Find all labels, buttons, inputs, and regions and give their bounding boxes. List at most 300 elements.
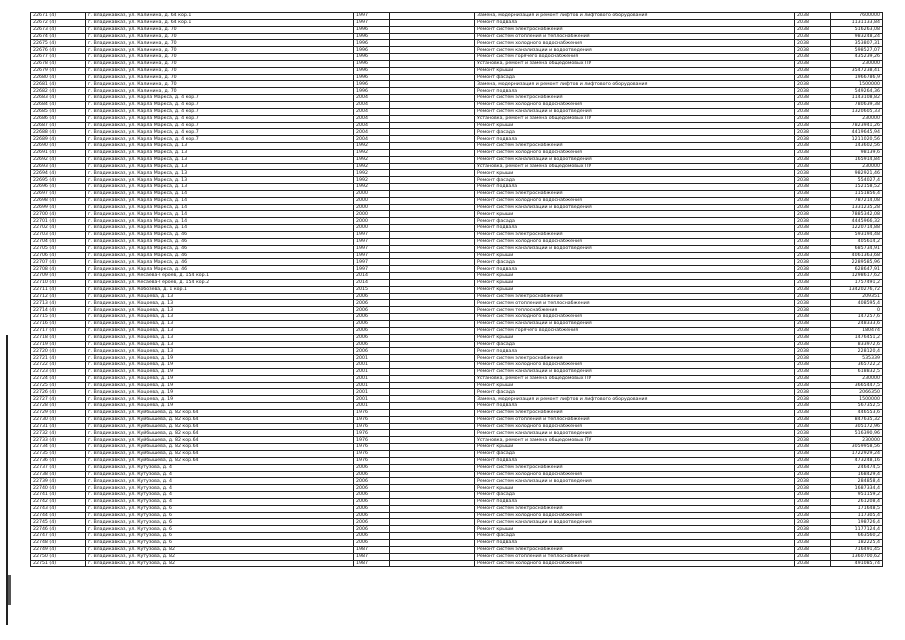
plan-year-cell: 2038 bbox=[795, 389, 831, 396]
empty-cell bbox=[390, 546, 475, 553]
row-number-cell: 22739 (4) bbox=[31, 478, 86, 485]
work-type-cell: Ремонт крыши bbox=[475, 170, 795, 177]
row-number-cell: 22724 (4) bbox=[31, 375, 86, 382]
build-year-cell: 2006 bbox=[354, 300, 390, 307]
work-type-cell: Ремонт систем канализации и водоотведения bbox=[475, 368, 795, 375]
address-cell: г. Владикавказ, ул. Кутузова, д. 6 bbox=[86, 533, 354, 540]
cost-cell: 261208,4 bbox=[831, 498, 883, 505]
build-year-cell: 2001 bbox=[354, 403, 390, 410]
cost-cell: 1220714,88 bbox=[831, 225, 883, 232]
build-year-cell: 2006 bbox=[354, 314, 390, 321]
row-number-cell: 22704 (4) bbox=[31, 238, 86, 245]
address-cell: г. Владикавказ, ул. Кутузова, д. 6 bbox=[86, 526, 354, 533]
work-type-cell: Ремонт систем холодного водоснабжения bbox=[475, 560, 795, 567]
table-row bbox=[31, 101, 883, 108]
table-row bbox=[31, 149, 883, 156]
cost-cell: 2289585,96 bbox=[831, 259, 883, 266]
build-year-cell: 2004 bbox=[354, 129, 390, 136]
build-year-cell: 1992 bbox=[354, 143, 390, 150]
table-row bbox=[31, 307, 883, 314]
address-cell: г. Владикавказ, ул. Коцоева, д. 19 bbox=[86, 375, 354, 382]
plan-year-cell: 2038 bbox=[795, 341, 831, 348]
build-year-cell: 2001 bbox=[354, 375, 390, 382]
address-cell: г. Владикавказ, ул. Коцоева, д. 13 bbox=[86, 334, 354, 341]
table-row bbox=[31, 266, 883, 273]
work-type-cell: Ремонт систем канализации и водоотведения bbox=[475, 320, 795, 327]
row-number-cell: 22733 (4) bbox=[31, 437, 86, 444]
cost-cell: 1687334,4 bbox=[831, 485, 883, 492]
row-number-cell: 22744 (4) bbox=[31, 512, 86, 519]
empty-cell bbox=[390, 136, 475, 143]
build-year-cell: 2006 bbox=[354, 348, 390, 355]
build-year-cell: 2006 bbox=[354, 334, 390, 341]
row-number-cell: 22710 (4) bbox=[31, 279, 86, 286]
row-number-cell: 22713 (4) bbox=[31, 300, 86, 307]
cost-cell: 143602,56 bbox=[831, 143, 883, 150]
empty-cell bbox=[390, 259, 475, 266]
table-row bbox=[31, 355, 883, 362]
cost-cell: 365722,2 bbox=[831, 362, 883, 369]
plan-year-cell: 2038 bbox=[795, 279, 831, 286]
address-cell: г. Владикавказ, ул. Кутузова, д. 4 bbox=[86, 498, 354, 505]
capital-repair-table bbox=[30, 12, 883, 567]
plan-year-cell: 2038 bbox=[795, 115, 831, 122]
plan-year-cell: 2038 bbox=[795, 471, 831, 478]
table-row bbox=[31, 204, 883, 211]
row-number-cell: 22749 (4) bbox=[31, 546, 86, 553]
work-type-cell: Ремонт систем электроснабжения bbox=[475, 546, 795, 553]
build-year-cell: 2004 bbox=[354, 115, 390, 122]
table-row bbox=[31, 252, 883, 259]
work-type-cell: Ремонт подвала bbox=[475, 498, 795, 505]
work-type-cell: Установка, ремонт и замена общедомовых ПУ bbox=[475, 163, 795, 170]
build-year-cell: 2006 bbox=[354, 519, 390, 526]
row-number-cell: 22743 (4) bbox=[31, 505, 86, 512]
address-cell: г. Владикавказ, ул. Кутузова, д. 4 bbox=[86, 492, 354, 499]
empty-cell bbox=[390, 163, 475, 170]
empty-cell bbox=[390, 498, 475, 505]
work-type-cell: Замена, модернизация и ремонт лифтов и лифтового оборудования bbox=[475, 81, 795, 88]
work-type-cell: Ремонт крыши bbox=[475, 286, 795, 293]
work-type-cell: Ремонт систем отопления и теплоснабжения bbox=[475, 33, 795, 40]
plan-year-cell: 2038 bbox=[795, 19, 831, 26]
empty-cell bbox=[390, 273, 475, 280]
plan-year-cell: 2038 bbox=[795, 204, 831, 211]
cost-cell: 246474,5 bbox=[831, 464, 883, 471]
row-number-cell: 22687 (4) bbox=[31, 122, 86, 129]
table-row bbox=[31, 279, 883, 286]
table-row bbox=[31, 362, 883, 369]
cost-cell: 1500000 bbox=[831, 81, 883, 88]
table-row bbox=[31, 67, 883, 74]
address-cell: г. Владикавказ, ул. Коцоева, д. 13 bbox=[86, 314, 354, 321]
cost-cell: 171648,5 bbox=[831, 505, 883, 512]
empty-cell bbox=[390, 314, 475, 321]
cost-cell: 7600000 bbox=[831, 13, 883, 20]
cost-cell: 787214,08 bbox=[831, 197, 883, 204]
cost-cell: 516263,08 bbox=[831, 26, 883, 33]
row-number-cell: 22692 (4) bbox=[31, 156, 86, 163]
row-number-cell: 22715 (4) bbox=[31, 314, 86, 321]
build-year-cell: 1997 bbox=[354, 232, 390, 239]
cost-cell: 491085,74 bbox=[831, 560, 883, 567]
address-cell: г. Владикавказ, ул. Коцоева, д. 19 bbox=[86, 396, 354, 403]
empty-cell bbox=[390, 307, 475, 314]
empty-cell bbox=[390, 341, 475, 348]
work-type-cell: Ремонт подвала bbox=[475, 403, 795, 410]
work-type-cell: Ремонт систем канализации и водоотведения bbox=[475, 204, 795, 211]
table-row bbox=[31, 334, 883, 341]
work-type-cell: Ремонт фасада bbox=[475, 341, 795, 348]
empty-cell bbox=[390, 204, 475, 211]
row-number-cell: 22677 (4) bbox=[31, 54, 86, 61]
plan-year-cell: 2038 bbox=[795, 54, 831, 61]
row-number-cell: 22705 (4) bbox=[31, 245, 86, 252]
address-cell: г. Владикавказ, ул. Кутузова, д. 6 bbox=[86, 512, 354, 519]
plan-year-cell: 2038 bbox=[795, 348, 831, 355]
work-type-cell: Ремонт систем теплоснабжения bbox=[475, 307, 795, 314]
table-row bbox=[31, 129, 883, 136]
plan-year-cell: 2038 bbox=[795, 197, 831, 204]
work-type-cell: Ремонт систем канализации и водоотведения bbox=[475, 245, 795, 252]
row-number-cell: 22684 (4) bbox=[31, 101, 86, 108]
plan-year-cell: 2038 bbox=[795, 457, 831, 464]
address-cell: г. Владикавказ, ул. Куйбышева, д. 82 кор.64 bbox=[86, 430, 354, 437]
empty-cell bbox=[390, 355, 475, 362]
plan-year-cell: 2038 bbox=[795, 225, 831, 232]
cost-cell: 230000 bbox=[831, 115, 883, 122]
work-type-cell: Ремонт систем холодного водоснабжения bbox=[475, 40, 795, 47]
empty-cell bbox=[390, 553, 475, 560]
cost-cell: 535339 bbox=[831, 355, 883, 362]
table-row bbox=[31, 54, 883, 61]
row-number-cell: 22709 (4) bbox=[31, 273, 86, 280]
plan-year-cell: 2038 bbox=[795, 67, 831, 74]
work-type-cell: Ремонт крыши bbox=[475, 122, 795, 129]
table-row bbox=[31, 300, 883, 307]
row-number-cell: 22728 (4) bbox=[31, 403, 86, 410]
cost-cell: 0 bbox=[831, 307, 883, 314]
plan-year-cell: 2038 bbox=[795, 478, 831, 485]
empty-cell bbox=[390, 40, 475, 47]
cost-cell: 180474 bbox=[831, 327, 883, 334]
address-cell: г. Владикавказ, ул. Кутузова, д. 4 bbox=[86, 485, 354, 492]
build-year-cell: 2006 bbox=[354, 498, 390, 505]
build-year-cell: 2006 bbox=[354, 307, 390, 314]
cost-cell: 593194,48 bbox=[831, 232, 883, 239]
table-body bbox=[31, 13, 883, 567]
cost-cell: 4061363,68 bbox=[831, 252, 883, 259]
table-row bbox=[31, 478, 883, 485]
empty-cell bbox=[390, 115, 475, 122]
row-number-cell: 22738 (4) bbox=[31, 471, 86, 478]
row-number-cell: 22695 (4) bbox=[31, 177, 86, 184]
plan-year-cell: 2038 bbox=[795, 211, 831, 218]
work-type-cell: Установка, ремонт и замена общедомовых ПУ bbox=[475, 375, 795, 382]
plan-year-cell: 2038 bbox=[795, 327, 831, 334]
empty-cell bbox=[390, 26, 475, 33]
work-type-cell: Ремонт подвала bbox=[475, 539, 795, 546]
row-number-cell: 22694 (4) bbox=[31, 170, 86, 177]
plan-year-cell: 2038 bbox=[795, 47, 831, 54]
row-number-cell: 22735 (4) bbox=[31, 451, 86, 458]
cost-cell: 549264,36 bbox=[831, 88, 883, 95]
build-year-cell: 1996 bbox=[354, 40, 390, 47]
address-cell: г. Владикавказ, ул. Куйбышева, д. 82 кор.64 bbox=[86, 437, 354, 444]
address-cell: г. Владикавказ, ул. Карла Маркса, д. 46 bbox=[86, 238, 354, 245]
build-year-cell: 2000 bbox=[354, 225, 390, 232]
table-row bbox=[31, 122, 883, 129]
address-cell: г. Владикавказ, ул. Коцоева, д. 19 bbox=[86, 355, 354, 362]
plan-year-cell: 2038 bbox=[795, 122, 831, 129]
row-number-cell: 22700 (4) bbox=[31, 211, 86, 218]
build-year-cell: 2014 bbox=[354, 279, 390, 286]
address-cell: г. Владикавказ, ул. Карла Маркса, д. 13 bbox=[86, 143, 354, 150]
work-type-cell: Ремонт подвала bbox=[475, 348, 795, 355]
cost-cell: 182225,4 bbox=[831, 539, 883, 546]
row-number-cell: 22686 (4) bbox=[31, 115, 86, 122]
cost-cell: 1757491,2 bbox=[831, 279, 883, 286]
address-cell: г. Владикавказ, ул. Калинина, д. 70 bbox=[86, 26, 354, 33]
address-cell: г. Владикавказ, ул. Куйбышева, д. 82 кор.64 bbox=[86, 416, 354, 423]
build-year-cell: 2006 bbox=[354, 526, 390, 533]
table-row bbox=[31, 225, 883, 232]
table-row bbox=[31, 293, 883, 300]
plan-year-cell: 2038 bbox=[795, 33, 831, 40]
table-row bbox=[31, 238, 883, 245]
build-year-cell: 1992 bbox=[354, 177, 390, 184]
address-cell: г. Владикавказ, ул. Коцоева, д. 19 bbox=[86, 403, 354, 410]
cost-cell: 13420276,72 bbox=[831, 286, 883, 293]
work-type-cell: Ремонт фасада bbox=[475, 129, 795, 136]
cost-cell: 228120,4 bbox=[831, 348, 883, 355]
row-number-cell: 22747 (4) bbox=[31, 533, 86, 540]
cost-cell: 1722929,24 bbox=[831, 451, 883, 458]
address-cell: г. Владикавказ, ул. Кесаева-Героев, д. 154 кор.1 bbox=[86, 273, 354, 280]
empty-cell bbox=[390, 19, 475, 26]
address-cell: г. Владикавказ, ул. Карла Маркса, д. 13 bbox=[86, 177, 354, 184]
cost-cell: 408595,4 bbox=[831, 300, 883, 307]
table-row bbox=[31, 553, 883, 560]
address-cell: г. Владикавказ, ул. Коцоева, д. 13 bbox=[86, 341, 354, 348]
work-type-cell: Ремонт систем канализации и водоотведения bbox=[475, 519, 795, 526]
row-number-cell: 22706 (4) bbox=[31, 252, 86, 259]
empty-cell bbox=[390, 225, 475, 232]
address-cell: г. Владикавказ, ул. Калинина, д. 70 bbox=[86, 60, 354, 67]
work-type-cell: Ремонт фасада bbox=[475, 218, 795, 225]
empty-cell bbox=[390, 67, 475, 74]
work-type-cell: Ремонт подвала bbox=[475, 457, 795, 464]
work-type-cell: Установка, ремонт и замена общедомовых ПУ bbox=[475, 60, 795, 67]
build-year-cell: 2000 bbox=[354, 211, 390, 218]
address-cell: г. Владикавказ, ул. Карла Маркса, д. 14 bbox=[86, 218, 354, 225]
row-number-cell: 22748 (4) bbox=[31, 539, 86, 546]
row-number-cell: 22672 (4) bbox=[31, 19, 86, 26]
build-year-cell: 2006 bbox=[354, 478, 390, 485]
empty-cell bbox=[390, 519, 475, 526]
row-number-cell: 22681 (4) bbox=[31, 81, 86, 88]
empty-cell bbox=[390, 108, 475, 115]
build-year-cell: 1996 bbox=[354, 81, 390, 88]
plan-year-cell: 2038 bbox=[795, 245, 831, 252]
plan-year-cell: 2038 bbox=[795, 266, 831, 273]
row-number-cell: 22714 (4) bbox=[31, 307, 86, 314]
table-row bbox=[31, 245, 883, 252]
cost-cell: 1331235,28 bbox=[831, 204, 883, 211]
empty-cell bbox=[390, 33, 475, 40]
cost-cell: 147257,6 bbox=[831, 314, 883, 321]
cost-cell: 685734,91 bbox=[831, 245, 883, 252]
plan-year-cell: 2038 bbox=[795, 512, 831, 519]
cost-cell: 405614,2 bbox=[831, 238, 883, 245]
build-year-cell: 2001 bbox=[354, 382, 390, 389]
plan-year-cell: 2038 bbox=[795, 74, 831, 81]
work-type-cell: Ремонт систем электроснабжения bbox=[475, 355, 795, 362]
cost-cell: 2066350 bbox=[831, 389, 883, 396]
empty-cell bbox=[390, 252, 475, 259]
build-year-cell: 2001 bbox=[354, 355, 390, 362]
cost-cell: 663560,2 bbox=[831, 533, 883, 540]
address-cell: г. Владикавказ, ул. Калинина, д. 70 bbox=[86, 74, 354, 81]
cost-cell: 1500000 bbox=[831, 396, 883, 403]
row-number-cell: 22721 (4) bbox=[31, 355, 86, 362]
address-cell: г. Владикавказ, ул. Карла Маркса, д. 13 bbox=[86, 156, 354, 163]
row-number-cell: 22689 (4) bbox=[31, 136, 86, 143]
table-row bbox=[31, 232, 883, 239]
build-year-cell: 2014 bbox=[354, 273, 390, 280]
row-number-cell: 22683 (4) bbox=[31, 95, 86, 102]
empty-cell bbox=[390, 539, 475, 546]
cost-cell: 1211020,56 bbox=[831, 136, 883, 143]
table-row bbox=[31, 471, 883, 478]
row-number-cell: 22712 (4) bbox=[31, 293, 86, 300]
cost-cell: 473248,16 bbox=[831, 457, 883, 464]
plan-year-cell: 2038 bbox=[795, 156, 831, 163]
address-cell: г. Владикавказ, ул. Карла Маркса, д. 4 кор.7 bbox=[86, 136, 354, 143]
cost-cell: 983248,24 bbox=[831, 33, 883, 40]
cost-cell: 248333,6 bbox=[831, 320, 883, 327]
table-row bbox=[31, 416, 883, 423]
plan-year-cell: 2038 bbox=[795, 375, 831, 382]
address-cell: г. Владикавказ, ул. Кутузова, д. 4 bbox=[86, 471, 354, 478]
empty-cell bbox=[390, 95, 475, 102]
empty-cell bbox=[390, 286, 475, 293]
work-type-cell: Ремонт систем канализации и водоотведения bbox=[475, 47, 795, 54]
work-type-cell: Ремонт крыши bbox=[475, 444, 795, 451]
row-number-cell: 22717 (4) bbox=[31, 327, 86, 334]
empty-cell bbox=[390, 143, 475, 150]
address-cell: г. Владикавказ, ул. Куйбышева, д. 82 кор.64 bbox=[86, 451, 354, 458]
address-cell: г. Владикавказ, ул. Карла Маркса, д. 4 кор.7 bbox=[86, 108, 354, 115]
build-year-cell: 2006 bbox=[354, 293, 390, 300]
row-number-cell: 22731 (4) bbox=[31, 423, 86, 430]
build-year-cell: 2004 bbox=[354, 122, 390, 129]
address-cell: г. Владикавказ, ул. Кутузова, д. 6 bbox=[86, 539, 354, 546]
plan-year-cell: 2038 bbox=[795, 129, 831, 136]
plan-year-cell: 2038 bbox=[795, 26, 831, 33]
empty-cell bbox=[390, 184, 475, 191]
plan-year-cell: 2038 bbox=[795, 238, 831, 245]
build-year-cell: 1997 bbox=[354, 252, 390, 259]
plan-year-cell: 2038 bbox=[795, 334, 831, 341]
table-row bbox=[31, 389, 883, 396]
work-type-cell: Ремонт систем холодного водоснабжения bbox=[475, 362, 795, 369]
work-type-cell: Ремонт систем электроснабжения bbox=[475, 143, 795, 150]
row-number-cell: 22734 (4) bbox=[31, 444, 86, 451]
work-type-cell: Ремонт систем электроснабжения bbox=[475, 464, 795, 471]
plan-year-cell: 2038 bbox=[795, 101, 831, 108]
empty-cell bbox=[390, 293, 475, 300]
address-cell: г. Владикавказ, ул. Куйбышева, д. 82 кор.64 bbox=[86, 444, 354, 451]
row-number-cell: 22745 (4) bbox=[31, 519, 86, 526]
empty-cell bbox=[390, 457, 475, 464]
table-row bbox=[31, 512, 883, 519]
work-type-cell: Ремонт систем отопления и теплоснабжения bbox=[475, 300, 795, 307]
empty-cell bbox=[390, 122, 475, 129]
plan-year-cell: 2038 bbox=[795, 485, 831, 492]
plan-year-cell: 2038 bbox=[795, 539, 831, 546]
address-cell: г. Владикавказ, ул. Куйбышева, д. 82 кор.64 bbox=[86, 409, 354, 416]
address-cell: г. Владикавказ, ул. Калинина, д. 70 bbox=[86, 40, 354, 47]
build-year-cell: 2006 bbox=[354, 539, 390, 546]
empty-cell bbox=[390, 464, 475, 471]
plan-year-cell: 2038 bbox=[795, 498, 831, 505]
build-year-cell: 2006 bbox=[354, 485, 390, 492]
cost-cell: 1298617,62 bbox=[831, 273, 883, 280]
empty-cell bbox=[390, 382, 475, 389]
address-cell: г. Владикавказ, ул. Карла Маркса, д. 14 bbox=[86, 190, 354, 197]
cost-cell: 833972,6 bbox=[831, 341, 883, 348]
plan-year-cell: 2038 bbox=[795, 505, 831, 512]
row-number-cell: 22750 (4) bbox=[31, 553, 86, 560]
cost-cell: 230000 bbox=[831, 60, 883, 67]
work-type-cell: Установка, ремонт и замена общедомовых ПУ bbox=[475, 437, 795, 444]
build-year-cell: 2006 bbox=[354, 327, 390, 334]
work-type-cell: Ремонт систем отопления и теплоснабжения bbox=[475, 553, 795, 560]
row-number-cell: 22736 (4) bbox=[31, 457, 86, 464]
build-year-cell: 2004 bbox=[354, 95, 390, 102]
empty-cell bbox=[390, 444, 475, 451]
build-year-cell: 1997 bbox=[354, 245, 390, 252]
work-type-cell: Ремонт подвала bbox=[475, 184, 795, 191]
address-cell: г. Владикавказ, ул. Карла Маркса, д. 4 кор.7 bbox=[86, 115, 354, 122]
empty-cell bbox=[390, 451, 475, 458]
cost-cell: 198726,4 bbox=[831, 519, 883, 526]
table-row bbox=[31, 163, 883, 170]
empty-cell bbox=[390, 362, 475, 369]
empty-cell bbox=[390, 279, 475, 286]
row-number-cell: 22708 (4) bbox=[31, 266, 86, 273]
plan-year-cell: 2038 bbox=[795, 13, 831, 20]
build-year-cell: 2006 bbox=[354, 512, 390, 519]
work-type-cell: Ремонт систем холодного водоснабжения bbox=[475, 471, 795, 478]
cost-cell: 598527,07 bbox=[831, 47, 883, 54]
row-number-cell: 22727 (4) bbox=[31, 396, 86, 403]
plan-year-cell: 2038 bbox=[795, 423, 831, 430]
plan-year-cell: 2038 bbox=[795, 403, 831, 410]
cost-cell: 230000 bbox=[831, 163, 883, 170]
work-type-cell: Ремонт крыши bbox=[475, 526, 795, 533]
cost-cell: 951159,2 bbox=[831, 492, 883, 499]
table-row bbox=[31, 156, 883, 163]
table-row bbox=[31, 314, 883, 321]
address-cell: г. Владикавказ, ул. Карла Маркса, д. 4 кор.7 bbox=[86, 122, 354, 129]
table-row bbox=[31, 320, 883, 327]
build-year-cell: 2004 bbox=[354, 101, 390, 108]
work-type-cell: Ремонт систем холодного водоснабжения bbox=[475, 149, 795, 156]
cost-cell: 628647,91 bbox=[831, 266, 883, 273]
cost-cell: 780639,38 bbox=[831, 101, 883, 108]
